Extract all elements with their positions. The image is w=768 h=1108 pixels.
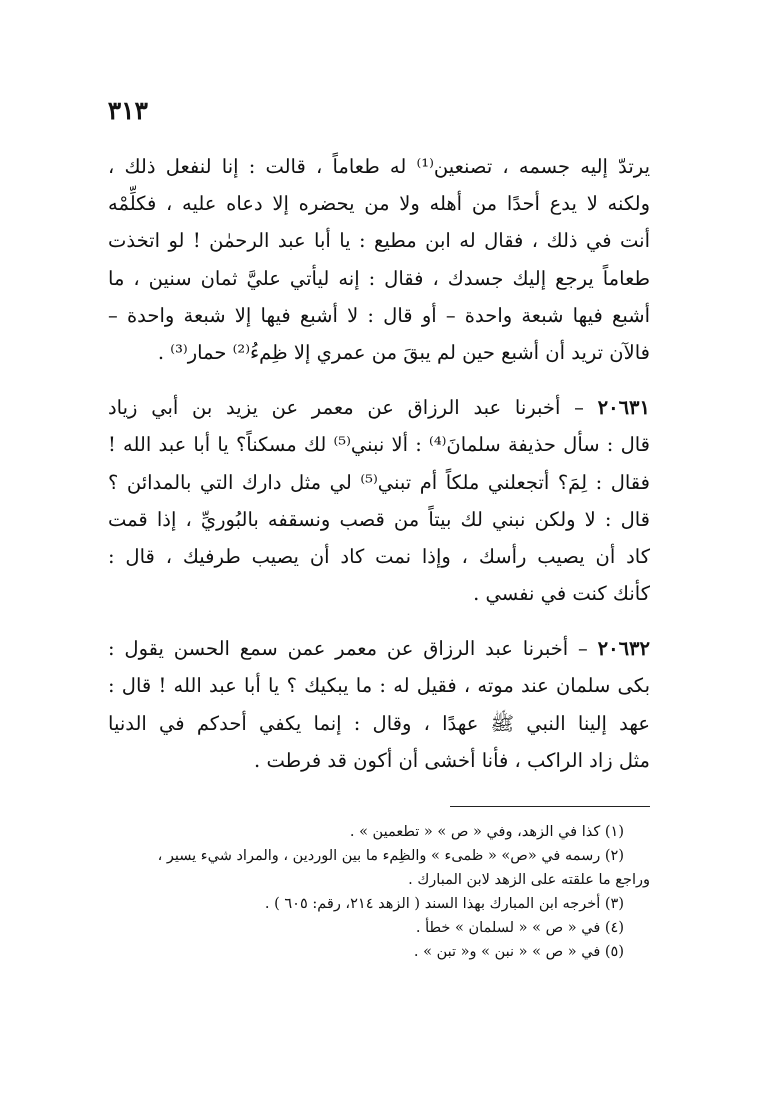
hadith-number: ٢٠٦٣١ [597,396,650,420]
text-line: عهد إلينا النبي ﷺ عهدًا ، وقال : إنما يكفي أحدكم في الدنيا [108,711,650,735]
paragraph-1 [108,148,650,371]
text-line: قال : سأل حذيفة سلمانَ⁽⁴⁾ : ألا نبني⁽⁵⁾ لك مسكناً؟ يا أبا عبد الله ! [108,433,650,457]
text-line [108,389,650,426]
footnote-2: (٢) رسمه في «ص» « ظمىء » والظِمء ما بين الوردين ، والمراد شيء يسير ، [157,848,624,864]
paragraph-20631 [108,389,650,612]
text-line: أشبع فيها شبعة واحدة – أو قال : لا أشبع فيها إلا شبعة واحدة – [108,303,650,327]
footnote-5: (٥) في « ص » « نبن » و« تبن » . [413,944,624,960]
text-line: مثل زاد الراكب ، فأنا أخشى أن أكون قد فرطت . [254,748,650,772]
paragraph-spacer [108,612,650,630]
main-text [108,148,650,779]
text-line: كأنك كنت في نفسي . [473,582,650,606]
page-number: ٣١٣ [107,96,148,125]
paragraph-20632 [108,630,650,779]
text-line: قال : لا ولكن نبني لك بيتاً من قصب ونسقفه بالبُوريِّ ، إذا قمت [108,507,650,531]
footnote-4: (٤) في « ص » « لسلمان » خطأ . [415,920,624,936]
text-line: فقال : لِمَ؟ أتجعلني ملكاً أم تبني⁽⁵⁾ لي مثل دارك التي بالمدائن ؟ [108,470,650,494]
text-line: فالآن تريد أن أشبع حين لم يبقَ من عمري إلا ظِمءُ⁽²⁾ حمار⁽³⁾ . [157,340,650,364]
hadith-text: – أخبرنا عبد الرزاق عن معمر عن يزيد بن أبي زياد [108,396,584,420]
text-line: أنت في ذلك ، فقال له ابن مطيع : يا أبا عبد الرحمٰن ! لو اتخذت [108,229,650,253]
text-line: بكى سلمان عند موته ، فقيل له : ما يبكيك ؟ يا أبا عبد الله ! قال : [108,674,650,698]
text-line [108,630,650,667]
footnote-1: (١) كذا في الزهد، وفي « ص » « تطعمين » . [349,824,624,840]
hadith-number: ٢٠٦٣٢ [597,637,650,661]
text-line: كاد أن يصيب رأسك ، وإذا نمت كاد أن يصيب طرفيك ، قال : [108,544,650,568]
paragraph-spacer [108,371,650,389]
footnote-3: (٣) أخرجه ابن المبارك بهذا السند ( الزهد ٢١٤، رقم: ٦٠٥ ) . [264,896,624,912]
footnote-2-continued: وراجع ما علقته على الزهد لابن المبارك . [408,872,650,888]
text-line: طعاماً يرجع إليك جسدك ، فقال : إنه ليأتي عليَّ ثمان سنين ، ما [108,266,650,290]
hadith-text: – أخبرنا عبد الرزاق عن معمر عمن سمع الحسن يقول : [108,637,588,661]
footnote-divider [450,806,650,807]
text-line: يرتدّ إليه جسمه ، تصنعين⁽¹⁾ له طعاماً ، قالت : إنا لنفعل ذلك ، [108,155,650,178]
text-line: ولكنه لا يدع أحدًا من أهله ولا من يحضره إلا دعاه عليه ، فكلِّمْه [108,192,650,216]
footnotes [108,820,650,964]
